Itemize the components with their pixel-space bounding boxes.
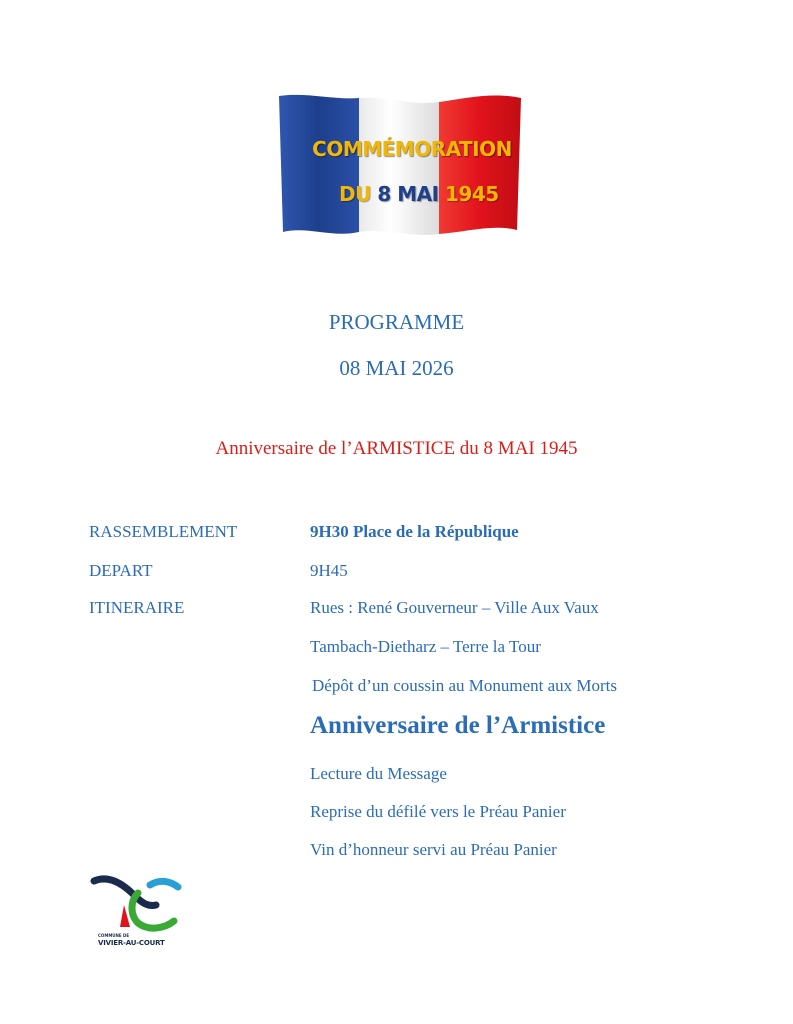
label-itineraire: ITINERAIRE xyxy=(89,598,185,617)
after-item-vin: Vin d’honneur servi au Préau Panier xyxy=(310,840,557,859)
logo-name: VIVIER-AU-COURT xyxy=(98,939,165,947)
commune-logo-icon xyxy=(90,873,185,933)
page-date: 08 MAI 2026 xyxy=(339,356,454,380)
banner-line2-du: DU xyxy=(339,182,378,206)
armistice-heading: Anniversaire de l’Armistice xyxy=(310,712,606,739)
after-item-defile: Reprise du défilé vers le Préau Panier xyxy=(310,802,566,821)
logo-small-text: COMMUNE DE xyxy=(98,933,130,938)
page-title: PROGRAMME xyxy=(328,310,465,334)
commemoration-banner xyxy=(277,92,524,240)
value-itineraire: Rues : René Gouverneur – Ville Aux Vaux xyxy=(310,598,599,617)
french-flag-icon xyxy=(277,92,524,240)
itinerary-line-2: Tambach-Dietharz – Terre la Tour xyxy=(310,637,541,656)
anniversary-line: Anniversaire de l’ARMISTICE du 8 MAI 1945 xyxy=(215,438,578,459)
label-depart: DEPART xyxy=(89,561,153,580)
label-rassemblement: RASSEMBLEMENT xyxy=(89,522,238,541)
value-depart: 9H45 xyxy=(310,561,348,580)
value-rassemblement: 9H30 Place de la République xyxy=(310,522,519,541)
banner-line2-date: 8 MAI xyxy=(377,182,445,206)
banner-line1: COMMÉMORATION xyxy=(312,137,512,161)
banner-line2-year: 1945 xyxy=(444,182,499,206)
itinerary-line-3: Dépôt d’un coussin au Monument aux Morts xyxy=(312,676,618,695)
banner-line2 xyxy=(339,182,499,206)
commune-logo xyxy=(90,873,185,953)
after-item-message: Lecture du Message xyxy=(310,764,447,783)
